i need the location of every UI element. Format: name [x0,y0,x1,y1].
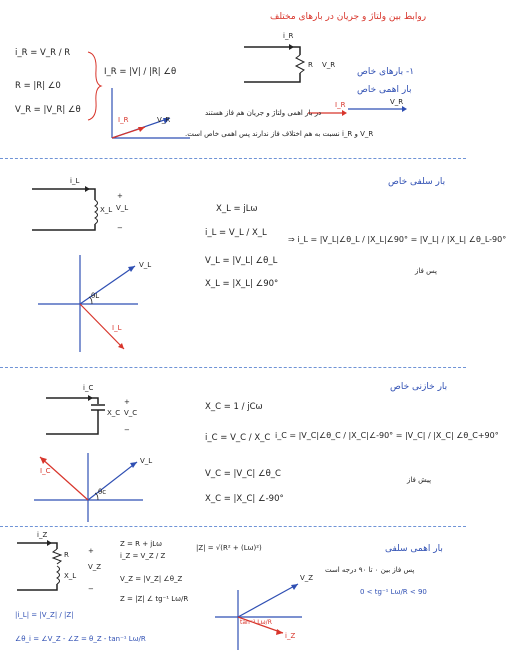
label-xl-4: X_L [64,572,77,580]
eq-vc: V_C = |V_C| ∠θ_C [205,469,281,479]
heading-inductive: بار سلفی خاص [388,177,446,187]
phasor-vz [238,584,298,617]
angle-theta-c: θc [98,488,107,496]
phasor-label-vl-c: V_L [140,457,153,465]
label-vz: V_Z [88,563,102,571]
divider-1 [0,158,466,159]
eq-ic: i_C = V_C / X_C [205,433,271,443]
eq-vr: V_R = |V_R| ∠θ [15,105,81,115]
eq-il: i_L = V_L / X_L [205,228,267,238]
label-vc: V_C [124,409,138,417]
phasor-label-ic: I_C [40,467,51,475]
eq-ir: i_R = V_R / R [15,48,71,58]
heading-resistive: بار اهمی خاص [357,85,412,95]
eq-il-mod: |i_L| = |V_Z| / |Z| [15,611,74,619]
result-ic: i_C = |V_C|∠θ_C / |X_C|∠-90° = |V_C| / |X_C| ∠θ_C+90° [275,431,499,440]
eq-phasor-ir: I_R = |V| / |R| ∠θ [104,67,177,77]
phasor-label-vl: V_L [139,261,152,269]
label-r-4: R [64,551,69,559]
heading-special-loads: ۱- بارهای خاص [357,67,415,77]
eq-angle-i: ∠θ_i = ∠V_Z - ∠Z = θ_Z - tan⁻¹ Lω/R [15,635,146,643]
eq-xc-polar: X_C = |X_C| ∠-90° [205,494,284,504]
phasor-label-vz: V_Z [300,574,314,582]
eq-iz: i_Z = V_Z / Z [120,552,166,560]
label-il: i_L [70,177,80,185]
eq-vl: V_L = |V_L| ∠θ_L [205,256,278,266]
minus-sign-z: − [88,585,94,593]
page-title: روابط بین ولتاژ و جریان در بارهای مختلف [270,12,427,22]
result-il: ⇒ i_L = |V_L|∠θ_L / |X_L|∠90° = |V_L| / |X_L| ∠θ_L-90° [288,235,506,244]
phasor-angle-label: tan⁻¹ Lω/R [240,619,272,626]
phasor-label-ir: I_R [118,116,129,124]
label-ic: i_C [83,384,94,392]
label-xl: X_L [100,206,113,214]
phasor-label-il: I_L [112,324,122,332]
note-lagging: پس فاز [415,267,437,275]
note-line-1: در بار اهمی ولتاژ و جریان هم فاز هستند [205,109,322,117]
note-leading: پیش فاز [407,476,432,484]
label-vl: V_L [116,204,129,212]
label-xc: X_C [107,409,121,417]
minus-sign: − [117,224,123,232]
eq-xl-polar: X_L = |X_L| ∠90° [205,279,279,289]
arrow-label-vr: V_R [390,98,404,106]
plus-sign: + [117,192,123,200]
eq-xl: X_L = jLω [216,204,258,214]
eq-z-mod: |Z| = √(R² + (Lω)²) [196,544,262,552]
note-rl-1: پس فاز بین ۰ تا ۹۰ درجه است [325,566,415,574]
divider-2 [0,367,466,368]
eq-r: R = |R| ∠0 [15,81,61,91]
angle-theta-l: θL [91,292,100,300]
eq-vz: V_Z = |V_Z| ∠θ_Z [120,575,183,583]
label-iz: i_Z [37,531,48,539]
label-r: R [308,61,313,69]
phasor-ic [40,457,88,500]
label-vr: V_R [322,61,336,69]
plus-sign-c: + [124,398,130,406]
brace-icon [88,52,101,120]
phasor-label-iz: i_Z [285,632,296,640]
heading-capacitive: بار خازنی خاص [390,382,448,392]
heading-rl: بار اهمی سلفی [385,544,443,554]
phasor-vl-c [88,462,137,500]
plus-sign-z: + [88,547,94,555]
phasor-label-vr: V_R [157,116,171,124]
minus-sign-c: − [124,426,130,434]
eq-z-polar: Z = |Z| ∠ tg⁻¹ Lω/R [120,595,189,603]
eq-z: Z = R + jLω [120,540,162,548]
eq-xc: X_C = 1 / jCω [205,402,263,412]
phasor-vl [80,266,135,304]
note-rl-2: 0 < tg⁻¹ Lω/R < 90 [360,588,427,596]
divider-3 [0,526,466,527]
label-ir-top: i_R [283,32,294,40]
note-line-2: V_R و i_R نسبت به هم اختلاف فاز ندارند پس اهمی خاص است. [185,130,374,138]
arrow-label-ir: I_R [335,101,346,109]
